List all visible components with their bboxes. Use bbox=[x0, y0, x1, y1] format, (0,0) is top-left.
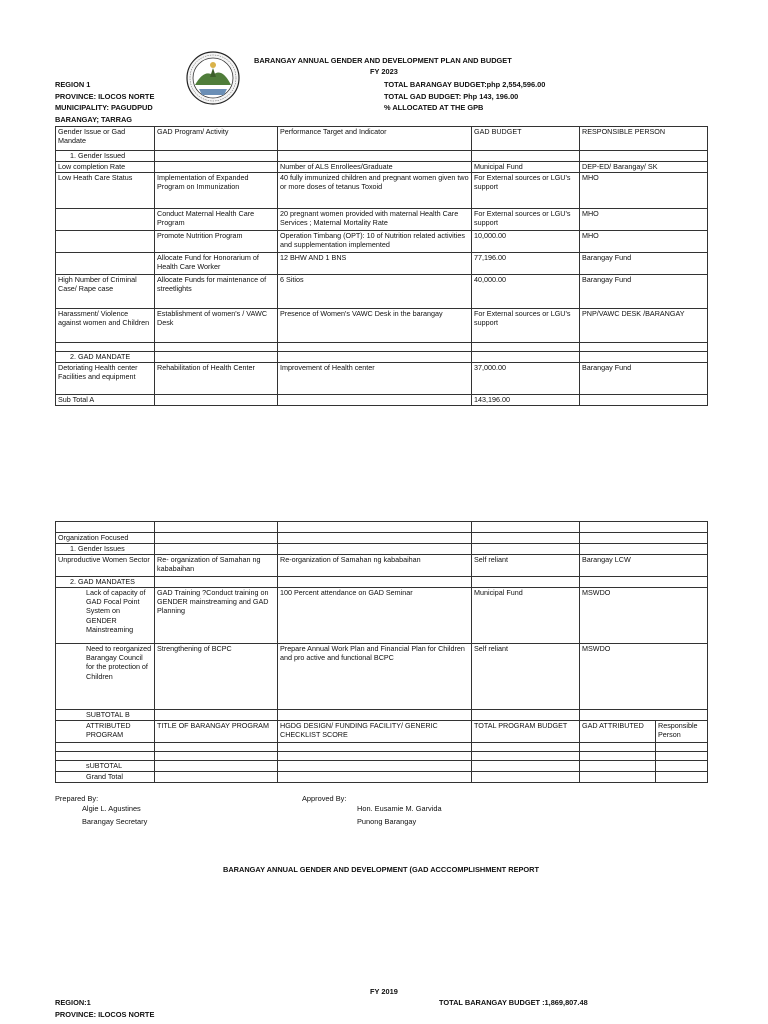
header-attributed-program: ATTRIBUTED PROGRAM bbox=[56, 721, 155, 743]
report-region: REGION:1 bbox=[55, 998, 91, 1007]
table-cell: Barangay Fund bbox=[580, 253, 708, 275]
section-label: 1. Gender Issues bbox=[56, 544, 155, 555]
table-cell: DEP-ED/ Barangay/ SK bbox=[580, 162, 708, 173]
allocated-label: % ALLOCATED AT THE GPB bbox=[384, 103, 484, 112]
section-gender-issued bbox=[56, 151, 708, 162]
table-cell: PNP/VAWC DESK /BARANGAY bbox=[580, 309, 708, 343]
table-cell: Self reliant bbox=[472, 644, 580, 710]
province-label: PROVINCE: ILOCOS NORTE bbox=[55, 92, 155, 101]
table-cell: Strengthening of BCPC bbox=[155, 644, 278, 710]
section-gender-issues bbox=[56, 544, 708, 555]
table-row-empty bbox=[56, 522, 708, 533]
table-cell: Municipal Fund bbox=[472, 588, 580, 644]
table-cell: 40,000.00 bbox=[472, 275, 580, 309]
table-cell: Harassment/ Violence against women and Children bbox=[56, 309, 155, 343]
subtotal-a-row bbox=[56, 395, 708, 406]
table-cell: Promote Nutrition Program bbox=[155, 231, 278, 253]
header-responsible-person: RESPONSIBLE PERSON bbox=[580, 127, 708, 151]
section-gad-mandates bbox=[56, 577, 708, 588]
header-gad-program: GAD Program/ Activity bbox=[155, 127, 278, 151]
table-cell bbox=[56, 231, 155, 253]
section-org-focused bbox=[56, 533, 708, 544]
table-cell: 20 pregnant women provided with maternal Health Care Services ; Maternal Mortality Rate bbox=[278, 209, 472, 231]
table-cell: Re-organization of Samahan ng kababaihan bbox=[278, 555, 472, 577]
table-row bbox=[56, 209, 708, 231]
table-row bbox=[56, 588, 708, 644]
header-hgdg-design: HGDG DESIGN/ FUNDING FACILITY/ GENERIC CHECKLIST SCORE bbox=[278, 721, 472, 743]
table-cell: Lack of capacity of GAD Focal Point System on GENDER Mainstreaming bbox=[56, 588, 155, 644]
section-label: 2. GAD MANDATES bbox=[56, 577, 155, 588]
header-total-program-budget: TOTAL PROGRAM BUDGET bbox=[472, 721, 580, 743]
table-row-empty bbox=[56, 752, 708, 761]
table-row bbox=[56, 253, 708, 275]
table-cell: For External sources or LGU's support bbox=[472, 209, 580, 231]
subtotal-b-label: SUBTOTAL B bbox=[56, 710, 155, 721]
grand-total-row bbox=[56, 772, 708, 783]
barangay-label: BARANGAY; TARRAG bbox=[55, 115, 133, 124]
table-cell: Need to reorganized Barangay Council for the protection of Children bbox=[56, 644, 155, 710]
plan-title: BARANGAY ANNUAL GENDER AND DEVELOPMENT PLAN AND BUDGET bbox=[254, 56, 512, 65]
section-label: Organization Focused bbox=[56, 533, 155, 544]
subtotal-label: sUBTOTAL bbox=[56, 761, 155, 772]
approved-by-name: Hon. Eusamie M. Garvida bbox=[357, 804, 442, 813]
table-cell: 100 Percent attendance on GAD Seminar bbox=[278, 588, 472, 644]
table-row bbox=[56, 644, 708, 710]
table-cell: Rehabilitation of Health Center bbox=[155, 363, 278, 395]
header-responsible-person: Responsible Person bbox=[656, 721, 708, 743]
header-gad-budget: GAD BUDGET bbox=[472, 127, 580, 151]
section-label: 2. GAD MANDATE bbox=[56, 352, 155, 363]
table-cell: Establishment of women's / VAWC Desk bbox=[155, 309, 278, 343]
table-cell: MSWDO bbox=[580, 588, 708, 644]
attributed-header-row bbox=[56, 721, 708, 743]
approved-by-label: Approved By: bbox=[302, 794, 347, 803]
table-cell: MSWDO bbox=[580, 644, 708, 710]
gad-plan-table bbox=[55, 126, 708, 406]
header-gender-issue: Gender Issue or Gad Mandate bbox=[56, 127, 155, 151]
table-row bbox=[56, 162, 708, 173]
section-label: 1. Gender Issued bbox=[56, 151, 155, 162]
table-row-empty bbox=[56, 743, 708, 752]
table-row-empty bbox=[56, 343, 708, 352]
prepared-by-label: Prepared By: bbox=[55, 794, 99, 803]
table-row bbox=[56, 555, 708, 577]
report-fiscal-year: FY 2019 bbox=[370, 987, 398, 996]
municipality-label: MUNICIPALITY: PAGUDPUD bbox=[55, 103, 153, 112]
table-row bbox=[56, 231, 708, 253]
header-gad-attributed: GAD ATTRIBUTED bbox=[580, 721, 656, 743]
table-cell bbox=[155, 162, 278, 173]
table-cell: MHO bbox=[580, 231, 708, 253]
table-cell: 40 fully immunized children and pregnant women given two or more doses of tetanus Toxoid bbox=[278, 173, 472, 209]
table-cell: Re- organization of Samahan ng kababaihan bbox=[155, 555, 278, 577]
table-cell: Allocate Funds for maintenance of streetlights bbox=[155, 275, 278, 309]
table-cell: Implementation of Expanded Program on Immunization bbox=[155, 173, 278, 209]
table-cell bbox=[56, 209, 155, 231]
region-label: REGION 1 bbox=[55, 80, 91, 89]
plan-fiscal-year: FY 2023 bbox=[370, 67, 398, 76]
table-cell: Prepare Annual Work Plan and Financial Plan for Children and pro active and functional BCPC bbox=[278, 644, 472, 710]
subtotal-row bbox=[56, 761, 708, 772]
table-cell: 10,000.00 bbox=[472, 231, 580, 253]
subtotal-b-row bbox=[56, 710, 708, 721]
prepared-by-title: Barangay Secretary bbox=[82, 817, 148, 826]
section-gad-mandate bbox=[56, 352, 708, 363]
table-cell bbox=[56, 253, 155, 275]
table-cell: Barangay Fund bbox=[580, 363, 708, 395]
table-cell: Presence of Women's VAWC Desk in the barangay bbox=[278, 309, 472, 343]
table-row bbox=[56, 275, 708, 309]
total-gad-budget: TOTAL GAD BUDGET: Php 143, 196.00 bbox=[384, 92, 519, 101]
report-province: PROVINCE: ILOCOS NORTE bbox=[55, 1010, 155, 1019]
table-cell: High Number of Criminal Case/ Rape case bbox=[56, 275, 155, 309]
table-row bbox=[56, 309, 708, 343]
header-performance-target: Performance Target and Indicator bbox=[278, 127, 472, 151]
approved-by-title: Punong Barangay bbox=[357, 817, 417, 826]
table-cell: Self reliant bbox=[472, 555, 580, 577]
table-cell: 6 Sitios bbox=[278, 275, 472, 309]
table-cell: 77,196.00 bbox=[472, 253, 580, 275]
subtotal-a-label: Sub Total A bbox=[56, 395, 155, 406]
table-cell: Barangay LCW bbox=[580, 555, 708, 577]
subtotal-a-value: 143,196.00 bbox=[472, 395, 580, 406]
table-cell: Improvement of Health center bbox=[278, 363, 472, 395]
header-title-of-program: TITLE OF BARANGAY PROGRAM bbox=[155, 721, 278, 743]
table-cell: Conduct Maternal Health Care Program bbox=[155, 209, 278, 231]
table-cell: For External sources or LGU's support bbox=[472, 309, 580, 343]
total-barangay-budget: TOTAL BARANGAY BUDGET:php 2,554,596.00 bbox=[384, 80, 546, 89]
table-cell: Low Heath Care Status bbox=[56, 173, 155, 209]
table-row bbox=[56, 173, 708, 209]
barangay-seal-icon bbox=[186, 51, 240, 105]
table-cell: 12 BHW AND 1 BNS bbox=[278, 253, 472, 275]
table-cell: Number of ALS Enrollees/Graduate bbox=[278, 162, 472, 173]
table-cell: Operation Timbang (OPT): 10 of Nutrition related activities and supplementation implemented bbox=[278, 231, 472, 253]
table-header-row bbox=[56, 127, 708, 151]
organization-focused-table bbox=[55, 521, 708, 783]
table-cell: GAD Training ?Conduct training on GENDER mainstreaming and GAD Planning bbox=[155, 588, 278, 644]
table-cell: Allocate Fund for Honorarium of Health Care Worker bbox=[155, 253, 278, 275]
report-total-budget: TOTAL BARANGAY BUDGET :1,869,807.48 bbox=[439, 998, 588, 1007]
table-cell: 37,000.00 bbox=[472, 363, 580, 395]
table-cell: Barangay Fund bbox=[580, 275, 708, 309]
prepared-by-name: Algie L. Agustines bbox=[82, 804, 141, 813]
table-cell: Municipal Fund bbox=[472, 162, 580, 173]
table-cell: For External sources or LGU's support bbox=[472, 173, 580, 209]
table-cell: MHO bbox=[580, 209, 708, 231]
table-cell: Unproductive Women Sector bbox=[56, 555, 155, 577]
table-row bbox=[56, 363, 708, 395]
table-cell: MHO bbox=[580, 173, 708, 209]
grand-total-label: Grand Total bbox=[56, 772, 155, 783]
report-title: BARANGAY ANNUAL GENDER AND DEVELOPMENT (GAD ACCCOMPLISHMENT REPORT bbox=[223, 865, 540, 874]
table-cell: Detoriating Health center Facilities and equipment bbox=[56, 363, 155, 395]
table-cell: Low completion Rate bbox=[56, 162, 155, 173]
